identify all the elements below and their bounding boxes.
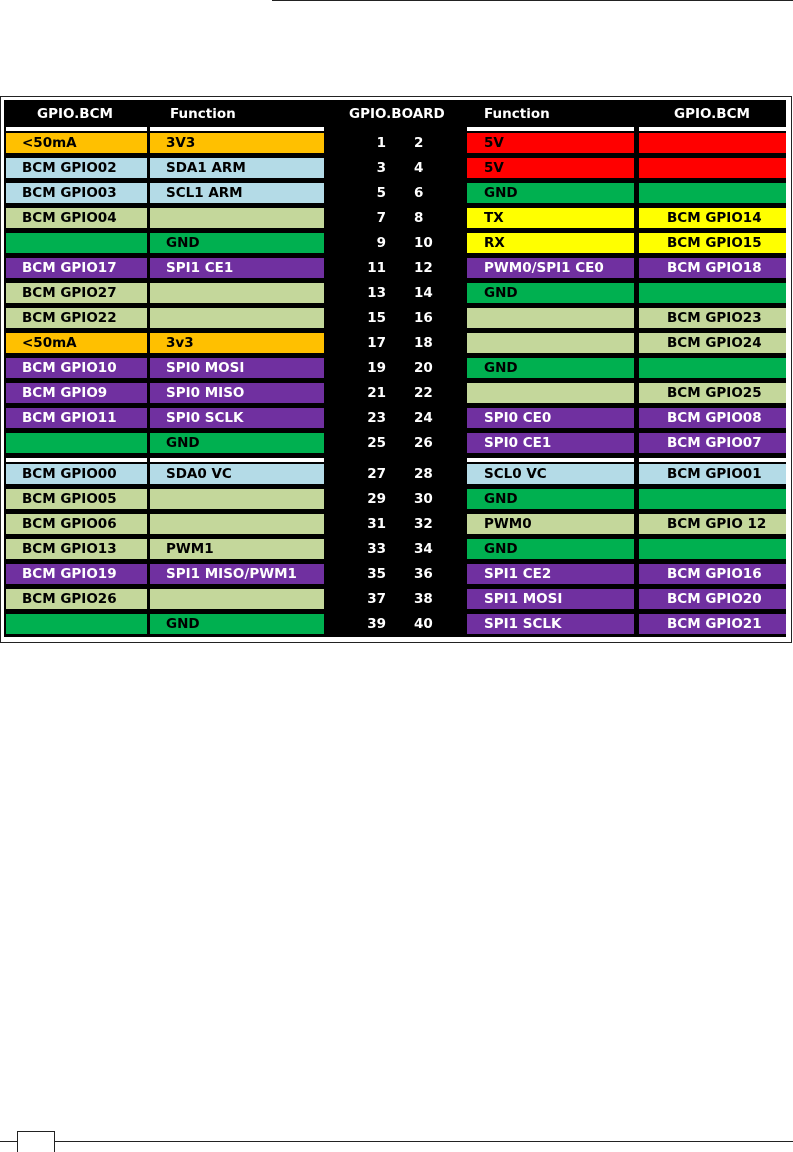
pin-number-left: 25 <box>367 435 386 451</box>
right-bcm-cell <box>639 358 786 378</box>
right-function-cell: GND <box>467 283 634 303</box>
right-bcm-cell <box>639 539 786 559</box>
separator-bar <box>639 127 786 131</box>
pin-number-left: 23 <box>367 410 386 426</box>
left-bcm-cell: BCM GPIO02 <box>6 158 147 178</box>
header-gpio-board: GPIO.BOARD <box>349 106 445 122</box>
right-function-cell <box>467 333 634 353</box>
left-function-cell: SPI1 MISO/PWM1 <box>150 564 324 584</box>
pin-number-left: 37 <box>367 591 386 607</box>
pin-number-left: 5 <box>376 185 386 201</box>
pin-number-right: 4 <box>414 160 424 176</box>
right-bcm-cell: BCM GPIO01 <box>639 464 786 484</box>
left-bcm-cell: BCM GPIO9 <box>6 383 147 403</box>
right-bcm-cell: BCM GPIO07 <box>639 433 786 453</box>
left-bcm-cell: BCM GPIO27 <box>6 283 147 303</box>
separator-bar <box>6 458 147 462</box>
pin-number-right: 20 <box>414 360 433 376</box>
pin-number-right: 6 <box>414 185 424 201</box>
header-right-gpio-bcm: GPIO.BCM <box>674 106 750 122</box>
pin-number-right: 26 <box>414 435 433 451</box>
pin-number-right: 32 <box>414 516 433 532</box>
right-function-cell: GND <box>467 489 634 509</box>
right-function-cell <box>467 383 634 403</box>
pin-number-left: 17 <box>367 335 386 351</box>
right-function-cell: 5V <box>467 158 634 178</box>
right-function-cell: GND <box>467 183 634 203</box>
left-bcm-cell: BCM GPIO13 <box>6 539 147 559</box>
pin-number-right: 30 <box>414 491 433 507</box>
right-function-cell: SCL0 VC <box>467 464 634 484</box>
right-bcm-cell <box>639 183 786 203</box>
header-right-function: Function <box>484 106 550 122</box>
left-function-cell: GND <box>150 433 324 453</box>
pin-number-right: 18 <box>414 335 433 351</box>
pin-number-right: 22 <box>414 385 433 401</box>
left-function-cell: SDA0 VC <box>150 464 324 484</box>
pin-number-left: 27 <box>367 466 386 482</box>
pin-number-right: 16 <box>414 310 433 326</box>
right-bcm-cell: BCM GPIO14 <box>639 208 786 228</box>
pin-number-right: 36 <box>414 566 433 582</box>
left-bcm-cell: BCM GPIO26 <box>6 589 147 609</box>
pin-number-right: 12 <box>414 260 433 276</box>
right-bcm-cell: BCM GPIO20 <box>639 589 786 609</box>
left-bcm-cell: <50mA <box>6 133 147 153</box>
right-bcm-cell: BCM GPIO25 <box>639 383 786 403</box>
pin-number-right: 28 <box>414 466 433 482</box>
pin-number-left: 19 <box>367 360 386 376</box>
pin-number-left: 11 <box>367 260 386 276</box>
pin-number-right: 2 <box>414 135 424 151</box>
right-function-cell: GND <box>467 539 634 559</box>
left-function-cell: SPI1 CE1 <box>150 258 324 278</box>
left-function-cell: PWM1 <box>150 539 324 559</box>
left-function-cell: SPI0 MOSI <box>150 358 324 378</box>
pin-rows <box>4 100 786 637</box>
left-function-cell: SDA1 ARM <box>150 158 324 178</box>
page-number-box <box>17 1131 55 1152</box>
right-bcm-cell <box>639 158 786 178</box>
right-function-cell <box>467 308 634 328</box>
pin-number-left: 13 <box>367 285 386 301</box>
right-bcm-cell: BCM GPIO24 <box>639 333 786 353</box>
left-bcm-cell <box>6 233 147 253</box>
right-bcm-cell <box>639 133 786 153</box>
right-bcm-cell: BCM GPIO16 <box>639 564 786 584</box>
pin-number-left: 29 <box>367 491 386 507</box>
right-bcm-cell: BCM GPIO15 <box>639 233 786 253</box>
pin-number-right: 34 <box>414 541 433 557</box>
right-bcm-cell <box>639 283 786 303</box>
left-bcm-cell: BCM GPIO06 <box>6 514 147 534</box>
left-function-cell: 3V3 <box>150 133 324 153</box>
left-function-cell <box>150 589 324 609</box>
pin-number-left: 3 <box>376 160 386 176</box>
top-rule <box>272 0 793 1</box>
left-bcm-cell: BCM GPIO11 <box>6 408 147 428</box>
header-left-gpio-bcm: GPIO.BCM <box>37 106 113 122</box>
separator-bar <box>467 458 634 462</box>
right-function-cell: GND <box>467 358 634 378</box>
left-function-cell: GND <box>150 614 324 634</box>
left-function-cell: SPI0 MISO <box>150 383 324 403</box>
left-bcm-cell: BCM GPIO04 <box>6 208 147 228</box>
left-bcm-cell: BCM GPIO10 <box>6 358 147 378</box>
left-bcm-cell: BCM GPIO17 <box>6 258 147 278</box>
right-function-cell: SPI1 MOSI <box>467 589 634 609</box>
gpio-pinout-figure <box>0 96 792 643</box>
right-function-cell: 5V <box>467 133 634 153</box>
right-bcm-cell <box>639 489 786 509</box>
left-function-cell <box>150 489 324 509</box>
right-function-cell: PWM0 <box>467 514 634 534</box>
left-function-cell: 3v3 <box>150 333 324 353</box>
pin-number-left: 31 <box>367 516 386 532</box>
header-left-function: Function <box>170 106 236 122</box>
left-bcm-cell: <50mA <box>6 333 147 353</box>
left-bcm-cell: BCM GPIO19 <box>6 564 147 584</box>
right-function-cell: TX <box>467 208 634 228</box>
separator-bar <box>639 458 786 462</box>
left-function-cell: SPI0 SCLK <box>150 408 324 428</box>
separator-bar <box>150 127 324 131</box>
left-bcm-cell <box>6 614 147 634</box>
left-function-cell <box>150 208 324 228</box>
pin-number-left: 21 <box>367 385 386 401</box>
pin-number-right: 38 <box>414 591 433 607</box>
left-function-cell <box>150 283 324 303</box>
pin-number-right: 8 <box>414 210 424 226</box>
right-function-cell: SPI0 CE1 <box>467 433 634 453</box>
pin-number-right: 10 <box>414 235 433 251</box>
left-function-cell: GND <box>150 233 324 253</box>
separator-bar <box>467 127 634 131</box>
right-function-cell: RX <box>467 233 634 253</box>
left-bcm-cell: BCM GPIO03 <box>6 183 147 203</box>
separator-bar <box>6 127 147 131</box>
gpio-pinout-table <box>4 100 786 637</box>
left-bcm-cell: BCM GPIO22 <box>6 308 147 328</box>
pin-number-left: 35 <box>367 566 386 582</box>
separator-bar <box>150 458 324 462</box>
right-function-cell: SPI1 CE2 <box>467 564 634 584</box>
pin-number-left: 1 <box>376 135 386 151</box>
left-bcm-cell: BCM GPIO05 <box>6 489 147 509</box>
pin-number-left: 15 <box>367 310 386 326</box>
right-bcm-cell: BCM GPIO 12 <box>639 514 786 534</box>
right-function-cell: PWM0/SPI1 CE0 <box>467 258 634 278</box>
pin-number-right: 40 <box>414 616 433 632</box>
bottom-rule <box>0 1141 793 1142</box>
left-function-cell <box>150 514 324 534</box>
right-function-cell: SPI1 SCLK <box>467 614 634 634</box>
pin-number-right: 24 <box>414 410 433 426</box>
left-function-cell: SCL1 ARM <box>150 183 324 203</box>
pin-number-left: 33 <box>367 541 386 557</box>
pin-number-left: 7 <box>376 210 386 226</box>
left-bcm-cell <box>6 433 147 453</box>
right-bcm-cell: BCM GPIO08 <box>639 408 786 428</box>
right-function-cell: SPI0 CE0 <box>467 408 634 428</box>
pin-number-left: 39 <box>367 616 386 632</box>
right-bcm-cell: BCM GPIO23 <box>639 308 786 328</box>
pin-number-right: 14 <box>414 285 433 301</box>
left-function-cell <box>150 308 324 328</box>
right-bcm-cell: BCM GPIO18 <box>639 258 786 278</box>
pin-number-left: 9 <box>376 235 386 251</box>
right-bcm-cell: BCM GPIO21 <box>639 614 786 634</box>
left-bcm-cell: BCM GPIO00 <box>6 464 147 484</box>
